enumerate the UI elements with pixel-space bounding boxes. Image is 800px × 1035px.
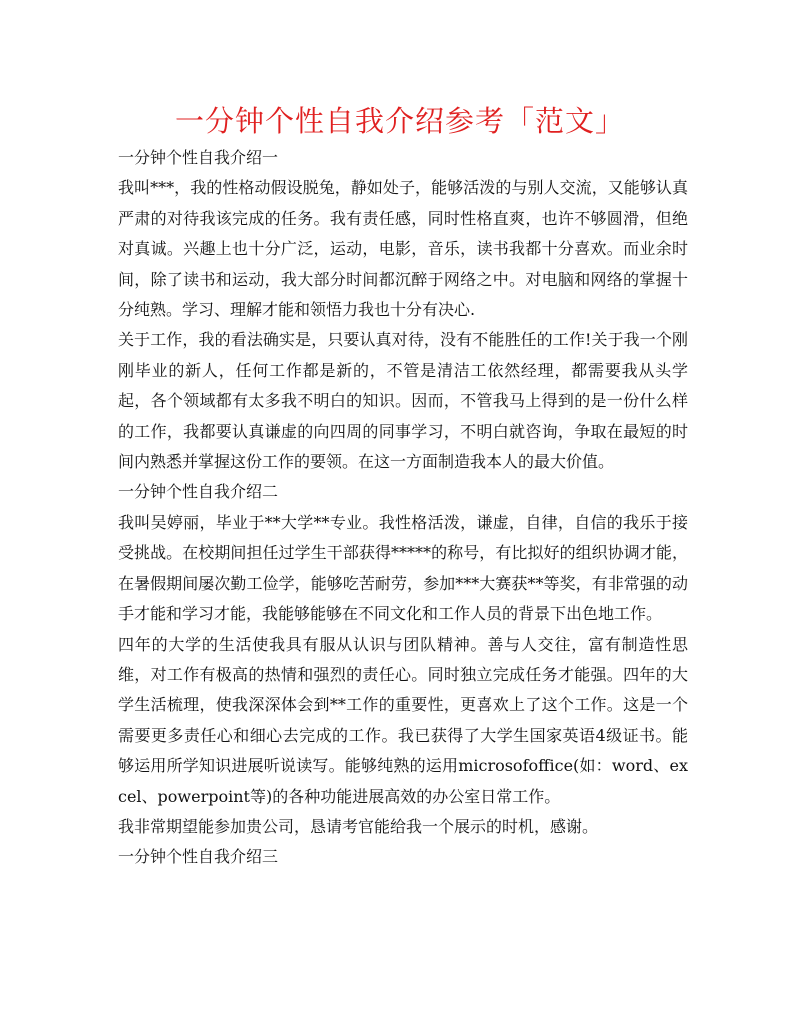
paragraph-intro-1: 我叫***，我的性格动假设脱兔，静如处子，能够活泼的与别人交流，又能够认真严肃的对待我该完成的任务。我有责任感，同时性格直爽，也许不够圆滑，但绝对真诚。兴趣上也十分广泛，运动，电影，音乐，读书我都十分喜欢。而业余时间，除了读书和运动，我大部分时间都沉醉于网络之中。对电脑和网络的掌握十分纯熟。学习、理解才能和领悟力我也十分有决心. bbox=[118, 178, 688, 320]
document-body bbox=[118, 143, 688, 873]
document-title: 一分钟个性自我介绍参考「范文」 bbox=[174, 104, 625, 138]
section-heading-3: 一分钟个性自我介绍三 bbox=[118, 847, 279, 867]
paragraph-closing: 我非常期望能参加贵公司，恳请考官能给我一个展示的时机，感谢。 bbox=[118, 816, 599, 836]
paragraph-university-life: 四年的大学的生活使我具有服从认识与团队精神。善与人交往，富有制造性思维，对工作有极高的热情和强烈的责任心。同时独立完成任务才能强。四年的大学生活梳理，使我深深体会到**工作的重要性，更喜欢上了这个工作。这是一个需要更多责任心和细心去完成的工作。我已获得了大学生国家英语4级证书。能够运用所学知识进展听说读写。能够纯熟的运用microsofoffice(如：word、excel、powerpoint等)的各种功能进展高效的办公室日常工作。 bbox=[118, 634, 688, 806]
paragraph-intro-2: 我叫吴婷丽，毕业于**大学**专业。我性格活泼，谦虚，自律，自信的我乐于接受挑战。在校期间担任过学生干部获得*****的称号，有比拟好的组织协调才能，在暑假期间屡次勤工俭学，能够吃苦耐劳，参加***大赛获**等奖，有非常强的动手才能和学习才能，我能够能够在不同文化和工作人员的背景下出色地工作。 bbox=[118, 512, 688, 624]
section-heading-1: 一分钟个性自我介绍一 bbox=[118, 148, 279, 167]
section-heading-2: 一分钟个性自我介绍二 bbox=[118, 482, 279, 502]
paragraph-work-attitude: 关于工作，我的看法确实是，只要认真对待，没有不能胜任的工作!关于我一个刚刚毕业的新人，任何工作都是新的，不管是清洁工依然经理，都需要我从头学起，各个领域都有太多我不明白的知识。因而，不管我马上得到的是一份什么样的工作，我都要认真谦虚的向四周的同事学习，不明白就咨询，争取在最短的时间内熟悉并掌握这份工作的要领。在这一方面制造我本人的最大价值。 bbox=[118, 330, 688, 472]
